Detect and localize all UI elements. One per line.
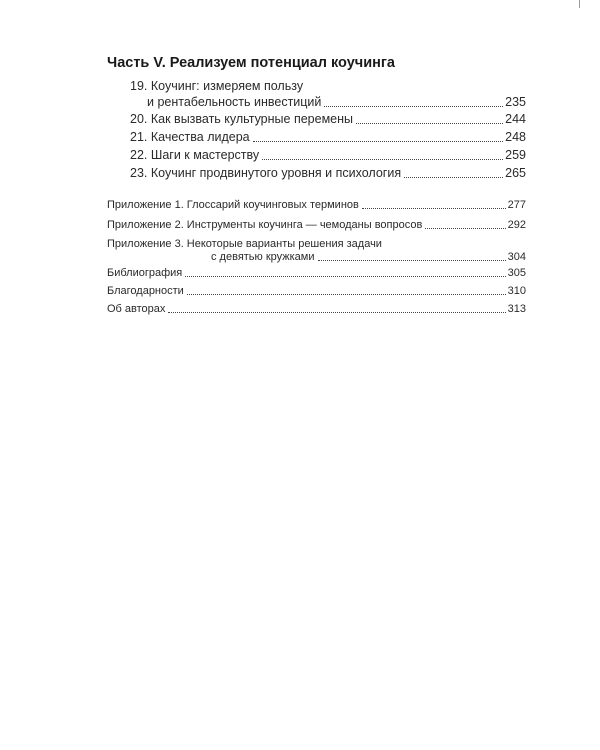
dot-leader: [187, 294, 506, 295]
page-number: 235: [505, 95, 526, 109]
backmatter-title: Библиография: [107, 267, 183, 279]
toc-chapter-23[interactable]: [130, 165, 526, 181]
dot-leader: [356, 123, 503, 124]
dot-leader: [362, 208, 506, 209]
dot-leader: [253, 141, 504, 142]
backmatter-title: Об авторах: [107, 303, 166, 315]
toc-chapter-21[interactable]: [130, 129, 526, 145]
toc-chapter-19[interactable]: [147, 94, 526, 110]
page-number: 244: [505, 112, 526, 126]
chapter-number: 21.: [130, 130, 148, 144]
chapter-title: Коучинг продвинутого уровня и психология: [150, 166, 402, 180]
toc-about-authors[interactable]: [107, 302, 526, 316]
toc-appendix-3-line1: Приложение 3. Некоторые варианты решения задачи: [107, 238, 382, 250]
page-edge-mark: [579, 0, 580, 8]
dot-leader: [262, 159, 503, 160]
dot-leader: [404, 177, 503, 178]
chapter-title: Как вызвать культурные перемены: [150, 112, 354, 126]
dot-leader: [168, 312, 505, 313]
chapter-title-line1: Коучинг: измеряем пользу: [150, 79, 304, 93]
page-number: 277: [507, 199, 526, 211]
chapter-title-line2: и рентабельность инвестиций: [147, 95, 322, 109]
dot-leader: [185, 276, 505, 277]
page-number: 292: [507, 219, 526, 231]
backmatter-title: Благодарности: [107, 285, 184, 297]
dot-leader: [324, 106, 503, 107]
toc-appendix-3[interactable]: [211, 250, 526, 264]
appendix-title: Приложение 2. Инструменты коучинга — чемоданы вопросов: [107, 219, 423, 231]
appendix-title: Приложение 1. Глоссарий коучинговых терминов: [107, 199, 359, 211]
part-title: Часть V. Реализуем потенциал коучинга: [107, 55, 395, 71]
toc-bibliography[interactable]: [107, 266, 526, 280]
chapter-number: 22.: [130, 148, 148, 162]
toc-chapter-22[interactable]: [130, 147, 526, 163]
chapter-number: 19.: [130, 79, 148, 93]
chapter-title: Шаги к мастерству: [150, 148, 260, 162]
dot-leader: [318, 260, 506, 261]
chapter-title: Качества лидера: [150, 130, 250, 144]
appendix-title-line2: с девятью кружками: [211, 251, 315, 263]
page-number: 305: [507, 267, 526, 279]
toc-chapter-20[interactable]: [130, 111, 526, 127]
page-number: 313: [507, 303, 526, 315]
toc-acknowledgements[interactable]: [107, 284, 526, 298]
toc-appendix-2[interactable]: [107, 218, 526, 232]
toc-chapter-19-line1: [130, 78, 303, 94]
chapter-number: 23.: [130, 166, 148, 180]
page-number: 248: [505, 130, 526, 144]
page-number: 259: [505, 148, 526, 162]
page-number: 265: [505, 166, 526, 180]
page-number: 310: [507, 285, 526, 297]
dot-leader: [425, 228, 505, 229]
toc-appendix-1[interactable]: [107, 198, 526, 212]
page-number: 304: [507, 251, 526, 263]
chapter-number: 20.: [130, 112, 148, 126]
